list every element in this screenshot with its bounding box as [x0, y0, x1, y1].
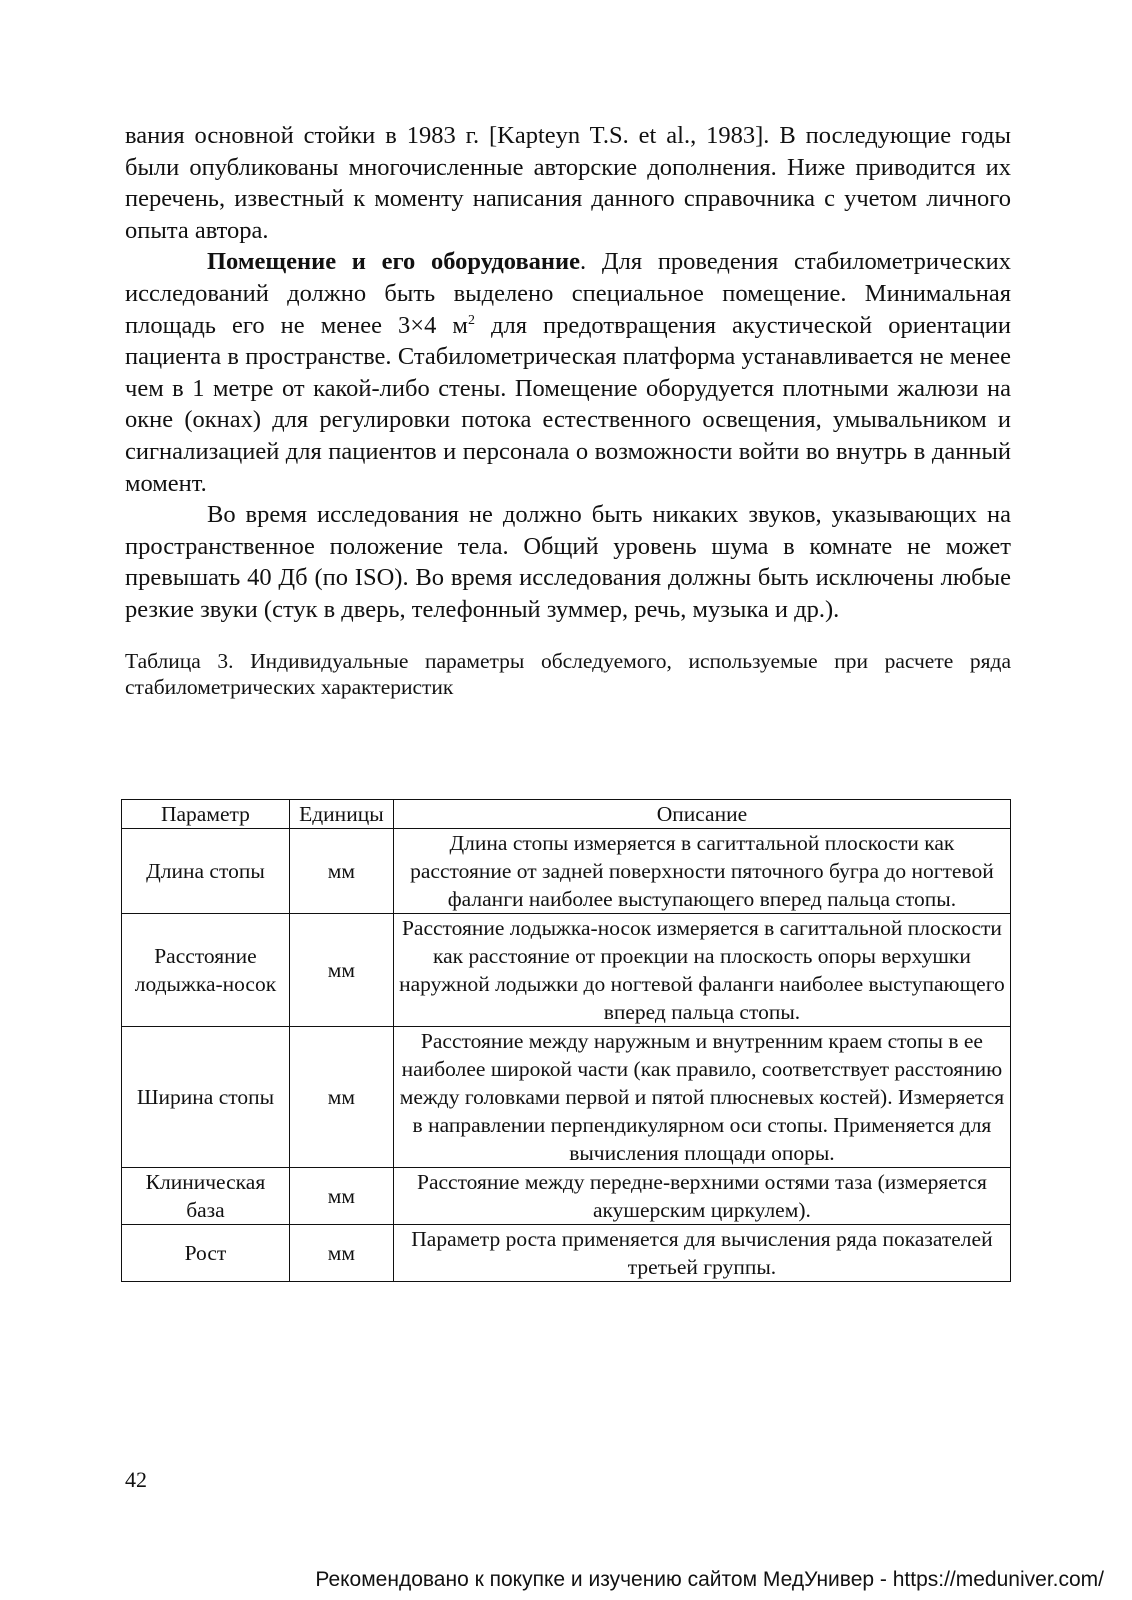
param-cell: Расстояние лодыжка-носок	[122, 914, 290, 1027]
header-description: Описание	[393, 800, 1010, 829]
footer-recommendation: Рекомендовано к покупке и изучению сайтом МедУнивер - https://meduniver.com/	[315, 1568, 1104, 1591]
section-heading: Помещение и его оборудование	[207, 248, 581, 276]
superscript: 2	[467, 312, 475, 328]
section-text-before: . Для проведения стабилометрических исследований должно быть выделено специальное помещение. Минимальная площадь его не менее 3×4 м	[125, 248, 1011, 339]
description-cell: Расстояние между передне-верхними остями таза (измеряется акушерским циркулем).	[393, 1168, 1010, 1225]
table-row	[122, 914, 1011, 1027]
units-cell: мм	[289, 914, 393, 1027]
units-cell: мм	[289, 829, 393, 914]
page-body	[125, 120, 1011, 700]
section-text-after: для предотвращения акустической ориентации пациента в пространстве. Стабилометрическая платформа устанавливается не менее чем в 1 метре от какой-либо стены. Помещение оборудуется плотными жалюзи на окне (окнах) для регулировки потока естественного освещения, умывальником и сигнализацией для пациентов и персонала о возможности войти во внутрь в данный момент.	[125, 311, 1012, 497]
units-cell: мм	[289, 1027, 393, 1168]
param-cell: Ширина стопы	[122, 1027, 290, 1168]
parameters-table	[121, 799, 1011, 1282]
units-cell: мм	[289, 1225, 393, 1282]
param-cell: Рост	[122, 1225, 290, 1282]
noise-paragraph: Во время исследования не должно быть никаких звуков, указывающих на пространственное положение тела. Общий уровень шума в комнате не может превышать 40 Дб (по ISO). Во время исследования должны быть исключены любые резкие звуки (стук в дверь, телефонный зуммер, речь, музыка и др.).	[125, 501, 1011, 623]
header-parameter: Параметр	[122, 800, 290, 829]
table-caption: Таблица 3. Индивидуальные параметры обследуемого, используемые при расчете ряда стабилометрических характеристик	[125, 648, 1011, 699]
units-cell: мм	[289, 1168, 393, 1225]
room-equipment-paragraph	[125, 246, 1011, 499]
description-cell: Длина стопы измеряется в сагиттальной плоскости как расстояние от задней поверхности пяточного бугра до ногтевой фаланги наиболее выступающего вперед пальца стопы.	[393, 829, 1010, 914]
description-cell: Параметр роста применяется для вычисления ряда показателей третьей группы.	[393, 1225, 1010, 1282]
header-units: Единицы	[289, 800, 393, 829]
intro-paragraph: вания основной стойки в 1983 г. [Kapteyn T.S. et al., 1983]. В последующие годы были опубликованы многочисленные авторские дополнения. Ниже приводится их перечень, известный к моменту написания данного справочника с учетом личного опыта автора.	[125, 122, 1011, 244]
param-cell: Длина стопы	[122, 829, 290, 914]
table-row	[122, 1168, 1011, 1225]
table-row	[122, 1027, 1011, 1168]
description-cell: Расстояние лодыжка-носок измеряется в сагиттальной плоскости как расстояние от проекции на плоскость опоры верхушки наружной лодыжки до ногтевой фаланги наиболее выступающего вперед пальца стопы.	[393, 914, 1010, 1027]
table-row	[122, 1225, 1011, 1282]
description-cell: Расстояние между наружным и внутренним краем стопы в ее наиболее широкой части (как правило, соответствует расстоянию между головками первой и пятой плюсневых костей). Измеряется в направлении перпендикулярном оси стопы. Применяется для вычисления площади опоры.	[393, 1027, 1010, 1168]
table-header-row	[122, 800, 1011, 829]
table-row	[122, 829, 1011, 914]
page-number: 42	[125, 1467, 147, 1492]
param-cell: Клиническая база	[122, 1168, 290, 1225]
